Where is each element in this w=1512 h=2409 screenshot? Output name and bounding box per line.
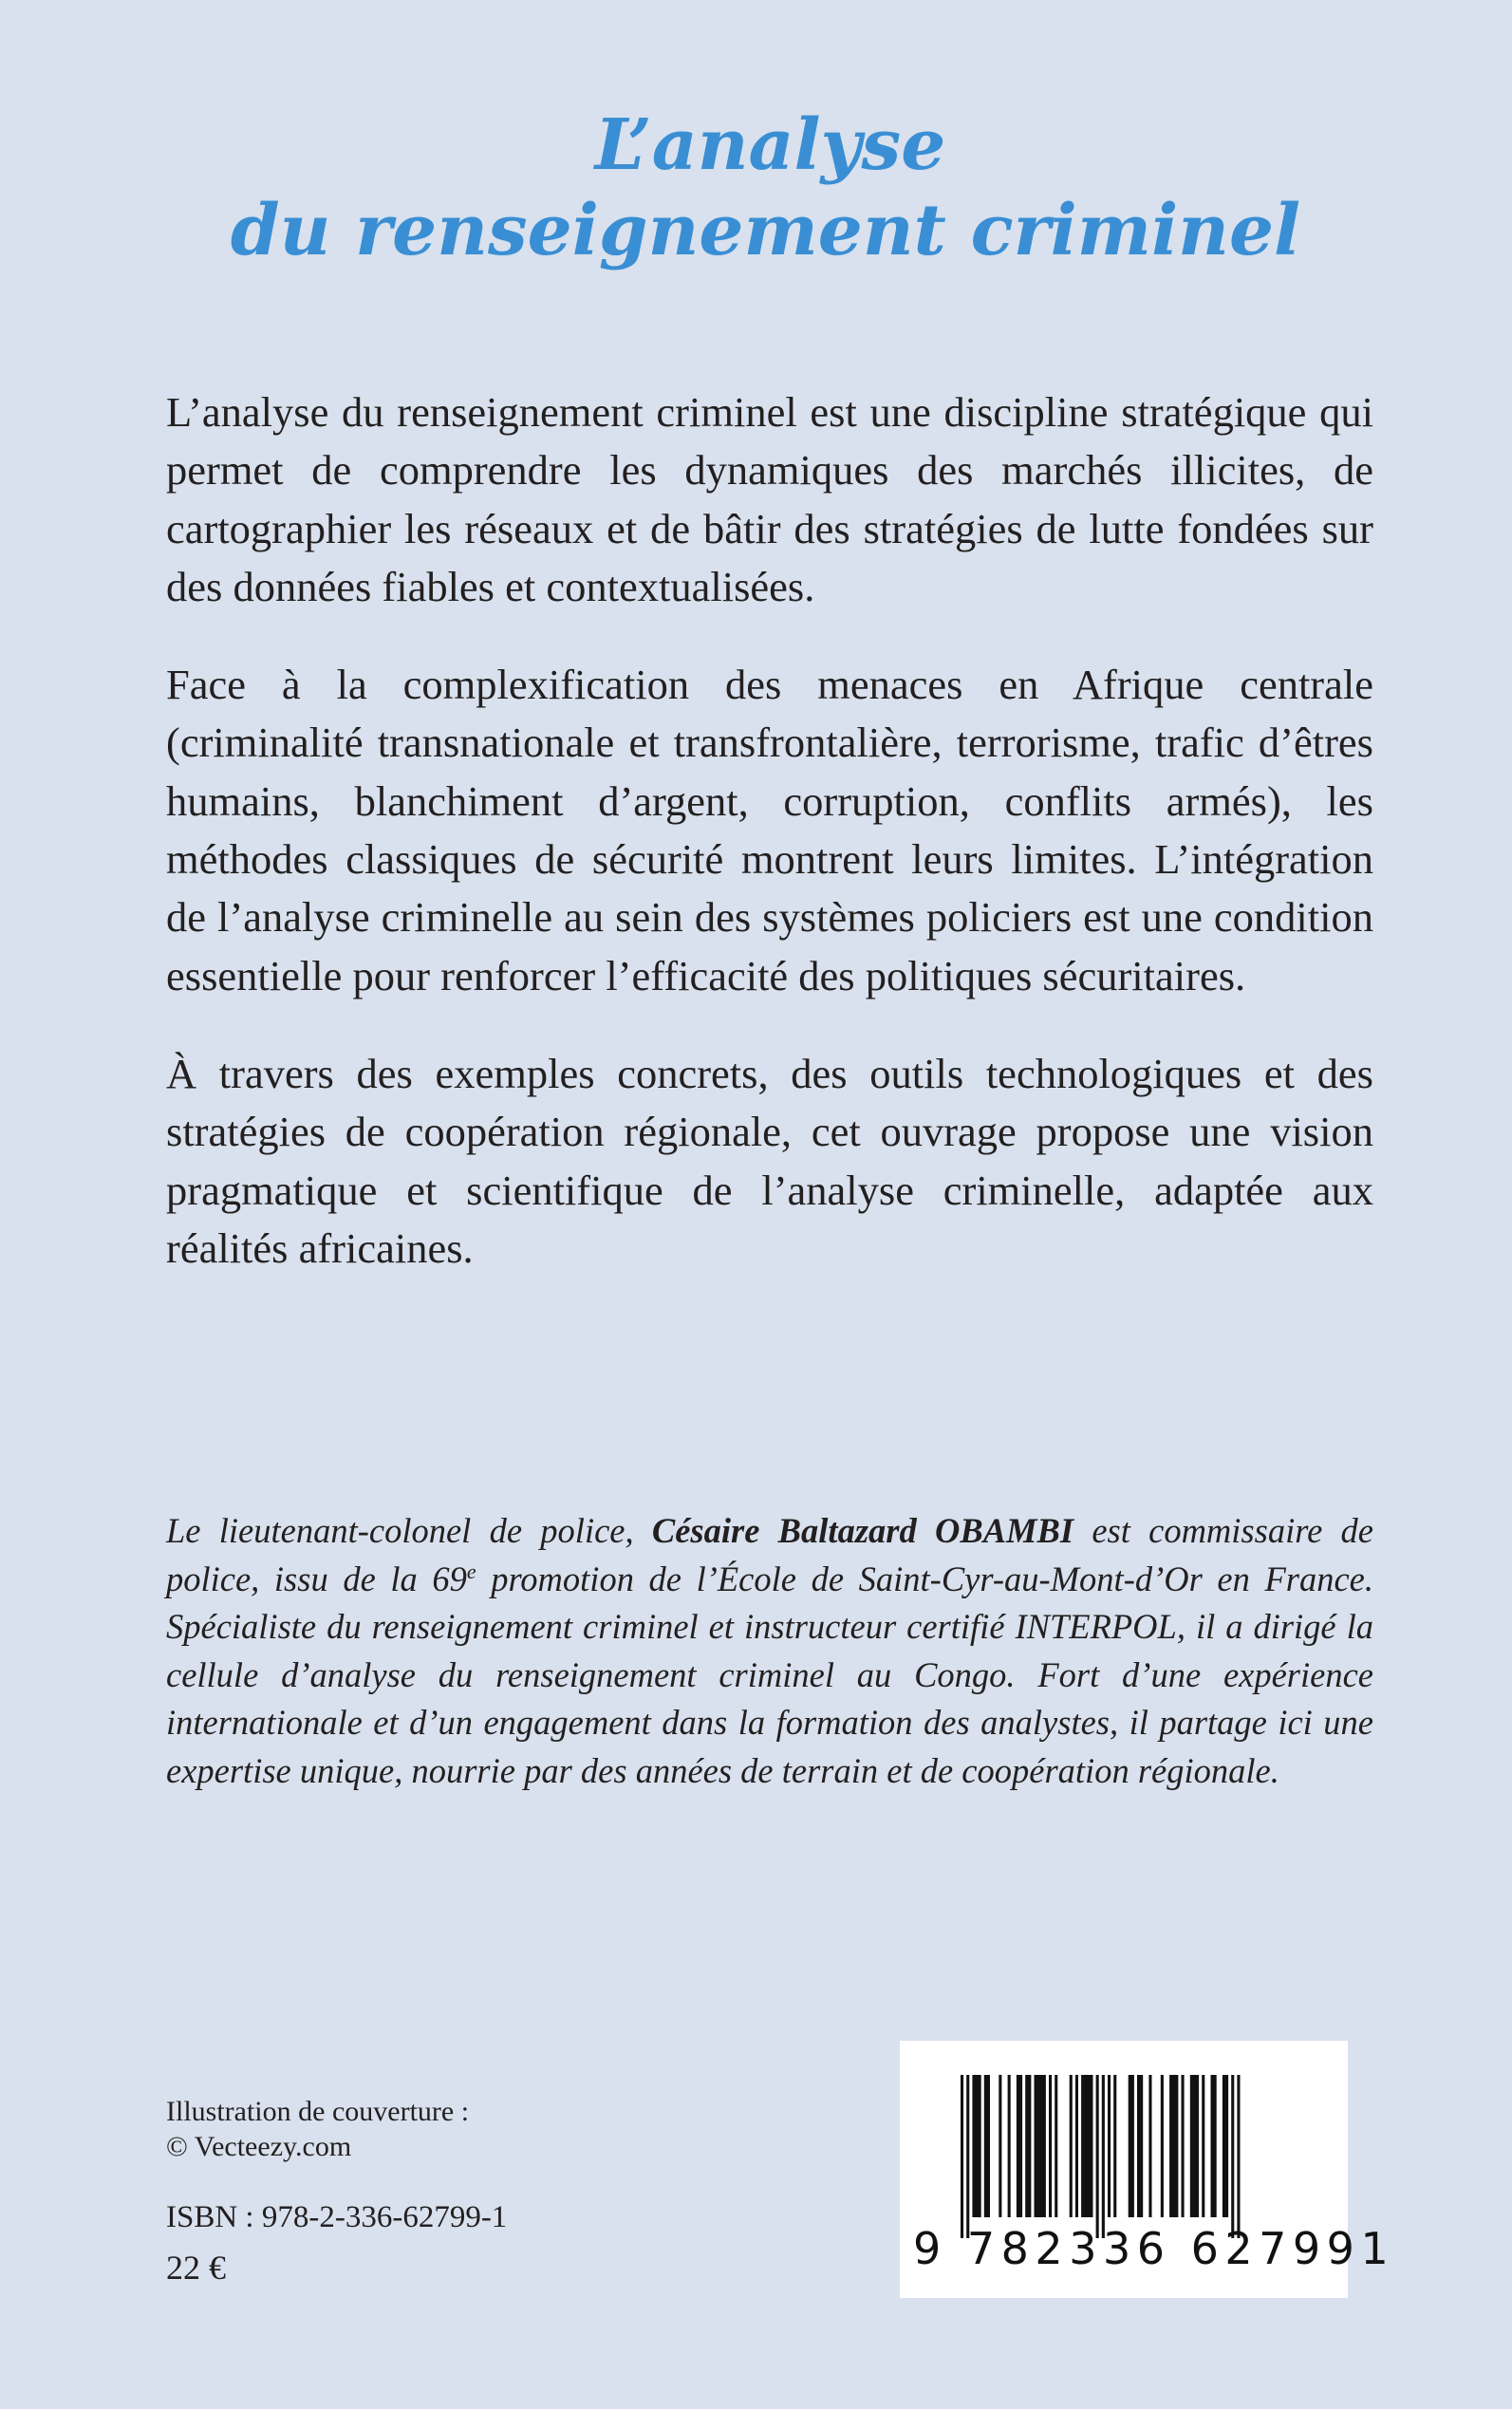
barcode-bar [1008, 2075, 1011, 2217]
barcode-guard-bar [966, 2075, 969, 2238]
barcode-bar [1202, 2075, 1204, 2217]
blurb-paragraph-2: Face à la complexification des menaces en Afrique centrale (criminalité transnationale et transfrontalière, terrorisme, trafic d’êtres humains, blanchiment d’argent, corruption, conflits armés), les méthodes classiques de sécurité montrent leurs limites. L’intégration de l’analyse criminelle au sein des systèmes policiers est une condition essentielle pour renforcer l’efficacité des politiques sécuritaires. [166, 661, 1373, 999]
illustration-source: © Vecteezy.com [166, 2131, 352, 2162]
barcode-digits: 9 782336 627991 [913, 2223, 1395, 2274]
barcode-bar [1182, 2075, 1185, 2217]
blurb-paragraph-1: L’analyse du renseignement criminel est une discipline stratégique qui permet de comprendre les dynamiques des marchés illicites, de cartographier les réseaux et de bâtir des stratégies de lutte fondées sur des données fiables et contextualisées. [166, 388, 1373, 610]
author-name: Césaire Baltazard OBAMBI [651, 1511, 1074, 1550]
barcode-bar [999, 2075, 1001, 2217]
barcode-bar [1148, 2075, 1151, 2217]
barcode-guard-bar [1231, 2075, 1234, 2238]
book-title-line-1: L’analyse [594, 104, 946, 186]
barcode [900, 2041, 1395, 2298]
ordinal-superscript: e [466, 1559, 476, 1583]
barcode-guard-bar [1096, 2075, 1099, 2238]
barcode-bar [1081, 2075, 1092, 2217]
barcode-bar [1211, 2075, 1217, 2217]
barcode-guard-bar [1102, 2075, 1105, 2238]
barcode-guard-bar [961, 2075, 963, 2238]
barcode-bar [1055, 2075, 1057, 2217]
barcode-bar [1169, 2075, 1178, 2217]
blurb-paragraph-3: À travers des exemples concrets, des outils technologiques et des stratégies de coopération régionale, cet ouvrage propose une vision pragmatique et scientifique de l’analyse criminelle, adaptée aux réalités africaines. [166, 1049, 1373, 1272]
barcode-bar [1035, 2075, 1046, 2217]
price: 22 € [166, 2249, 226, 2287]
author-bio [166, 1507, 1373, 1795]
barcode-bar [1108, 2075, 1111, 2217]
author-bio-part-2: promotion de l’École de Saint-Cyr-au-Mont-d’Or en France. Spécialiste du renseignement criminel et instructeur certifié INTERPOL, il a dirigé la cellule d’analyse du renseignement criminel au Congo. Fort d’une expérience internationale et d’un engagement dans la formation des analystes, il partage ici une expertise unique, nourrie par des années de terrain et de coopération régionale. [166, 1559, 1374, 1790]
book-title-line-2: du renseignement criminel [230, 190, 1301, 271]
barcode-bar [1025, 2075, 1031, 2217]
isbn: ISBN : 978-2-336-62799-1 [166, 2200, 508, 2234]
illustration-label: Illustration de couverture : [166, 2096, 470, 2127]
barcode-bar [1161, 2075, 1164, 2217]
barcode-bar [1137, 2075, 1143, 2217]
barcode-bar [1223, 2075, 1228, 2217]
barcode-bar [1049, 2075, 1052, 2217]
author-bio-part-1: est commissaire de police, issu de la 69 [166, 1511, 1373, 1598]
barcode-bar [1129, 2075, 1134, 2217]
barcode-bar [1190, 2075, 1199, 2217]
blurb [166, 383, 1373, 1317]
barcode-bar [1113, 2075, 1116, 2217]
barcode-bar [1017, 2075, 1022, 2217]
book-title [0, 103, 1512, 273]
barcode-bar [1070, 2075, 1073, 2217]
illustration-credits [166, 2094, 469, 2164]
author-bio-intro: Le lieutenant-colonel de police, [166, 1511, 652, 1550]
barcode-guard-bar [1237, 2075, 1240, 2238]
barcode-bar [984, 2075, 990, 2217]
barcode-bar [972, 2075, 980, 2217]
barcode-bar [1075, 2075, 1078, 2217]
